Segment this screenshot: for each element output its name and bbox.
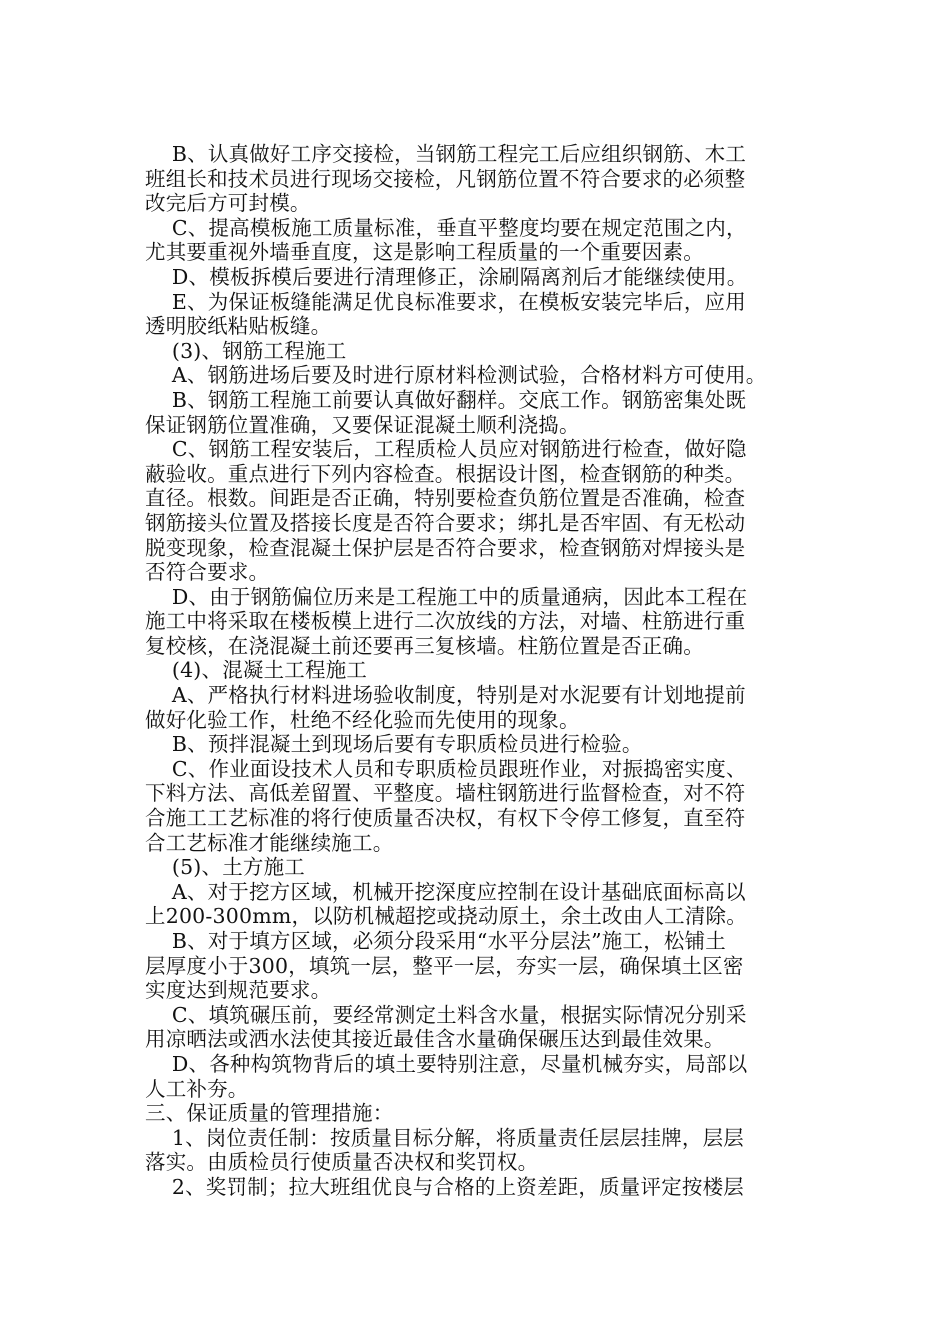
text-line: 做好化验工作，杜绝不经化验而先使用的现象。 (145, 707, 580, 732)
text-line: 复校核，在浇混凝土前还要再三复核墙。柱筋位置是否正确。 (145, 633, 704, 658)
section-heading: (4)、混凝土工程施工 (145, 658, 368, 683)
text-line: 直径。根数。间距是否正确，特别要检查负筋位置是否准确，检查 (145, 486, 746, 511)
text-line: 落实。由质检员行使质量否决权和奖罚权。 (145, 1150, 539, 1175)
text-line: C、钢筋工程安装后，工程质检人员应对钢筋进行检查，做好隐 (145, 437, 747, 462)
text-line: 实度达到规范要求。 (145, 978, 332, 1003)
text-line: 用凉晒法或洒水法使其接近最佳含水量确保碾压达到最佳效果。 (145, 1027, 725, 1052)
text-line: C、填筑碾压前，要经常测定土料含水量，根据实际情况分别采 (145, 1002, 747, 1027)
text-line: 班组长和技术员进行现场交接检，凡钢筋位置不符合要求的必须整 (145, 166, 746, 191)
text-line: B、钢筋工程施工前要认真做好翻样。交底工作。钢筋密集处既 (145, 387, 747, 412)
text-line: E、为保证板缝能满足优良标准要求，在模板安装完毕后，应用 (145, 289, 746, 314)
text-line: 脱变现象，检查混凝土保护层是否符合要求，检查钢筋对焊接头是 (145, 535, 746, 560)
text-line: D、各种构筑物背后的填土要特别注意，尽量机械夯实，局部以 (145, 1051, 748, 1076)
text-line: 上200-300mm，以防机械超挖或挠动原土，余土改由人工清除。 (145, 904, 747, 929)
text-line: 否符合要求。 (145, 560, 270, 585)
document-body (145, 142, 810, 1200)
text-line: 下料方法、高低差留置、平整度。墙柱钢筋进行监督检查，对不符 (145, 781, 746, 806)
text-line: B、对于填方区域，必须分段采用“水平分层法”施工，松铺土 (145, 929, 726, 953)
text-line: B、认真做好工序交接检，当钢筋工程完工后应组织钢筋、木工 (145, 142, 747, 166)
text-line: 合施工工艺标准的将行使质量否决权，有权下令停工修复，直至符 (145, 806, 746, 831)
text-line: 保证钢筋位置准确，又要保证混凝土顺利浇捣。 (145, 412, 580, 437)
section-heading: 三、保证质量的管理措施： (145, 1101, 394, 1126)
text-line: A、对于挖方区域，机械开挖深度应控制在设计基础底面标高以 (145, 879, 746, 904)
text-line: A、钢筋进场后要及时进行原材料检测试验，合格材料方可使用。 (145, 363, 767, 388)
text-line: 合工艺标准才能继续施工。 (145, 830, 394, 855)
text-line: 透明胶纸粘贴板缝。 (145, 314, 332, 339)
text-line: 尤其要重视外墙垂直度，这是影响工程质量的一个重要因素。 (145, 240, 704, 265)
section-heading: (3)、钢筋工程施工 (145, 338, 347, 363)
text-line: 人工补夯。 (145, 1076, 249, 1101)
text-line: 钢筋接头位置及搭接长度是否符合要求；绑扎是否牢固、有无松动 (145, 510, 746, 535)
text-line: D、模板拆模后要进行清理修正，涂刷隔离剂后才能继续使用。 (145, 264, 748, 289)
text-line: 改完后方可封模。 (145, 191, 311, 216)
text-line: 层厚度小于300，填筑一层，整平一层，夯实一层，确保填土区密 (145, 953, 744, 978)
text-line: B、预拌混凝土到现场后要有专职质检员进行检验。 (145, 732, 643, 757)
text-line: 施工中将采取在楼板模上进行二次放线的方法，对墙、柱筋进行重 (145, 609, 746, 634)
text-line: A、严格执行材料进场验收制度，特别是对水泥要有计划地提前 (145, 683, 746, 708)
text-line: C、提高模板施工质量标准，垂直平整度均要在规定范围之内， (145, 215, 747, 240)
text-line: D、由于钢筋偏位历来是工程施工中的质量通病，因此本工程在 (145, 584, 748, 609)
text-line: C、作业面设技术人员和专职质检员跟班作业，对振捣密实度、 (145, 756, 747, 781)
text-line: 2、奖罚制；拉大班组优良与合格的上资差距，质量评定按楼层 (145, 1174, 745, 1199)
text-line: 1、岗位责任制：按质量目标分解，将质量责任层层挂牌，层层 (145, 1125, 745, 1150)
section-heading: (5)、土方施工 (145, 855, 306, 880)
text-line: 蔽验收。重点进行下列内容检查。根据设计图，检查钢筋的种类。 (145, 461, 746, 486)
